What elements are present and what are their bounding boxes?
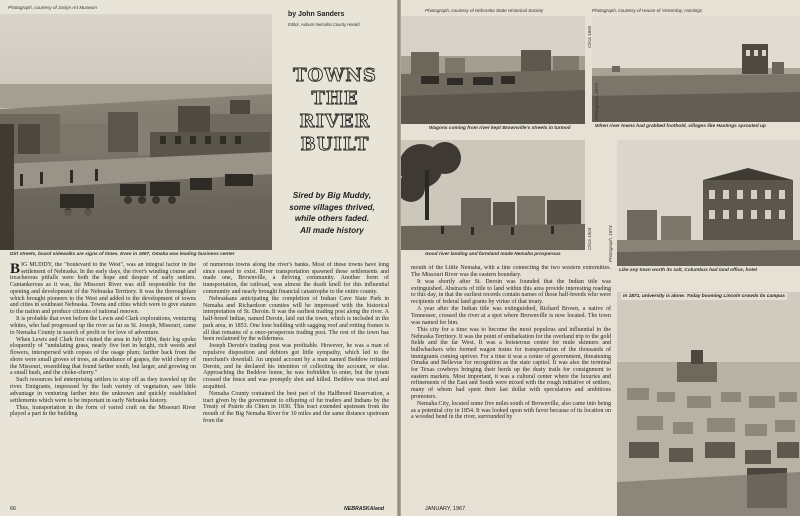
tagline-line: All made history	[300, 225, 364, 235]
vertical-credit: Photograph, 1874	[608, 225, 613, 262]
page-number-left: 66	[10, 506, 17, 512]
magazine-name: NEBRASKAland	[344, 506, 385, 512]
left-page	[0, 0, 397, 516]
paragraph: of numerous towns along the river's banks. Most of these towns have long since ceased to exist. River transportation spawned these settlements and made one, Brownville, a thriving community. Another form of transportation, the railroad, was almost the death knell for this influential community and nearly brought financial catastrophe to the entire county.	[203, 262, 389, 295]
photo-credit-nshs: Photograph, courtesy of Nebraska State Historical Society	[425, 8, 544, 13]
paragraph: A year after the Indian title was extinguished, Richard Brown, a native of Tennessee, crossed the river at a spot where Brownville is now located. The town was named for him.	[411, 306, 611, 326]
columbus-land-office-photo	[617, 140, 800, 266]
paragraph: mouth of the Little Nemaha, with a line connecting the two western extremities. The Missouri River was the eastern boundary.	[411, 265, 611, 278]
drop-cap: B	[10, 262, 21, 277]
article-title	[285, 64, 385, 156]
left-text-column-2	[203, 262, 389, 506]
tagline-line: some villages thrived,	[289, 202, 375, 212]
right-text-column	[411, 265, 611, 506]
article-tagline	[272, 190, 392, 236]
vertical-credit: Circa 1904	[587, 227, 592, 250]
paragraph: This city for a time was to become the most populous and influential in the Nebraska Territory. It was the point of embarkation for the overland trip to the gold fields and the far West. It was a boisterous center for mule skinners and bullwhackers who formed wagon trains for transportation of the thousands of immigrants coming upriver. For a time it was a center of government, threatening Omaha and Bellevue for recognition as the state capitol. It was also the terminal for Texas cowboys bringing their herds up the dusty trails for consignment to eastern markets. Most important, it was a cultural center where the luxuries and refinements of the East and South were mixed with the rough initiative of settlers, many of whom had spent their last dollar with speculators and ambitious promoters.	[411, 326, 611, 400]
byline-role: Editor, Auburn-Nemaha County Herald	[288, 22, 360, 27]
paragraph: Nemaha City, located some five miles south of Brownville, also came into being as a potential city in 1854. It was looked upon with favor because of its location on a wooded bend in the river, surrounded by	[411, 401, 611, 421]
paragraph: When Lewis and Clark first visited the area in July 1804, their log spoke eloquently of "undulating grass, nearly five feet in height, rich weeds and flowers, interspersed with copses of the osage plum; farther back from the shore were small groves of trees, an abundance of grapes, the wild cherry of the Missouri, resembling that found farther south, but larger, and growing on a small bush, and the choke-cherry."	[10, 336, 196, 377]
title-line: THE	[311, 88, 359, 109]
hastings-photo	[592, 16, 800, 122]
paragraph: Joseph Deroin's trading post was profitable. However, he was a man of repulsive disposition and debtors got little sympathy, which led to the merchant's downfall. An unpaid account by a man named Beddow irritated Deroin, and he declared his intention of collecting the account, or else. Approaching the Beddow home, he was forbidden to enter, but the tyrant crossed the fence and was promptly shot and killed. Beddow was tried and acquitted.	[203, 343, 389, 390]
vertical-credit: Photograph, 1874	[594, 83, 599, 120]
vertical-credit: Circa 1860	[587, 25, 592, 48]
university-caption: In 1871, university is alone. Today booming Lincoln crowds its campus	[623, 294, 785, 299]
paragraph: IG MUDDY, the "boulevard to the West", was an integral factor in the settlement of Nebraska. In the early days, the river's winding course and treacherous pitfalls were both the hope and despair of early settlers. Cantankerous as it was, the Missouri River was still responsible for the opening and development of the Nebraska Territory. It was the thoroughfare which brought pioneers to the West and added to the development of towns and cities in southeast Nebraska. Towns and cities which were to give stature to the nation and produce citizens of national renown.	[10, 262, 196, 315]
paragraph: Thus, transportation in the form of varied craft on the Missouri River played a part in the building	[10, 404, 196, 418]
title-line: BUILT	[300, 134, 370, 155]
right-page	[401, 0, 800, 516]
title-line: RIVER	[299, 111, 371, 132]
university-1871-photo	[617, 292, 800, 516]
nemaha-caption: Good river landing and farmland made Nemaha prosperous	[425, 252, 561, 257]
paragraph: It was shortly after St. Deroin was founded that the Indian title was extinguished. Abstracts of title to land within this area provide interesting reading to this day, in that the earliest records contain names of those half-breeds who were recipients of federal land grants by virtue of that treaty.	[411, 278, 611, 306]
paragraph: Nemaha County contained the best part of the Halfbreed Reservation, a tract given by the government to offspring of fur traders and Indians by the Treaty of Prairie du Chien in 1830. This tract extended upstream from the mouth of the Big Nemaha River for 10 miles and the same distance upstream from the	[203, 390, 389, 424]
tagline-line: while others faded.	[294, 214, 370, 223]
issue-date: JANUARY, 1967	[425, 506, 466, 512]
hastings-caption: When river towns had grabbed foothold, villages like Hastings sprouted up	[595, 124, 766, 129]
tagline-line: Sired by Big Muddy,	[292, 191, 372, 200]
left-text-column-1	[10, 262, 196, 506]
byline: by John Sanders	[288, 11, 345, 18]
paragraph: Nebraskans anticipating the completion of Indian Cave State Park in Nemaha and Richardson counties will be impressed with the historical interpretation of St. Deroin. It was the earliest trading post along the river. A half-breed Indian, named Deroin, laid out the town, which is included in the park area, in 1853. One lone building with sagging roof and rotting frames is all that remains of a once-prosperous trading post. The rest of the town has been reclaimed by the wilderness.	[203, 296, 389, 343]
title-line: TOWNS	[293, 65, 377, 86]
paragraph: Such resources led enterprising settlers to stop off as they traveled up the river. Emigrants, impressed by the lush variety of vegetation, saw little advantage in venturing farther into the unknown and quickly established settlements which were to be important in early Nebraska history.	[10, 377, 196, 404]
nemaha-landing-photo	[401, 140, 585, 250]
photo-credit-house-of-yesterday: Photograph, courtesy of House of Yesterday, Hastings	[592, 8, 703, 13]
omaha-1867-photo	[0, 14, 272, 250]
brownville-caption: Wagons coming from river kept Brownville's streets in turmoil	[429, 126, 571, 131]
paragraph: It is probable that even before the Lewis and Clark explorations, venturing whites, who had progressed up the river as far as St. Joseph, Missouri, came to Nemaha County in search of profit or for love of adventure.	[10, 316, 196, 336]
brownville-wagons-photo	[401, 16, 585, 124]
photo-credit-joslyn: Photograph, courtesy of Joslyn Art Museum	[8, 5, 97, 10]
columbus-caption: Like any town worth its salt, Columbus had land office, hotel	[619, 268, 757, 273]
omaha-photo-caption: Dirt streets, board sidewalks are signs of times. Even in 1867, Omaha was leading business center	[10, 252, 235, 257]
